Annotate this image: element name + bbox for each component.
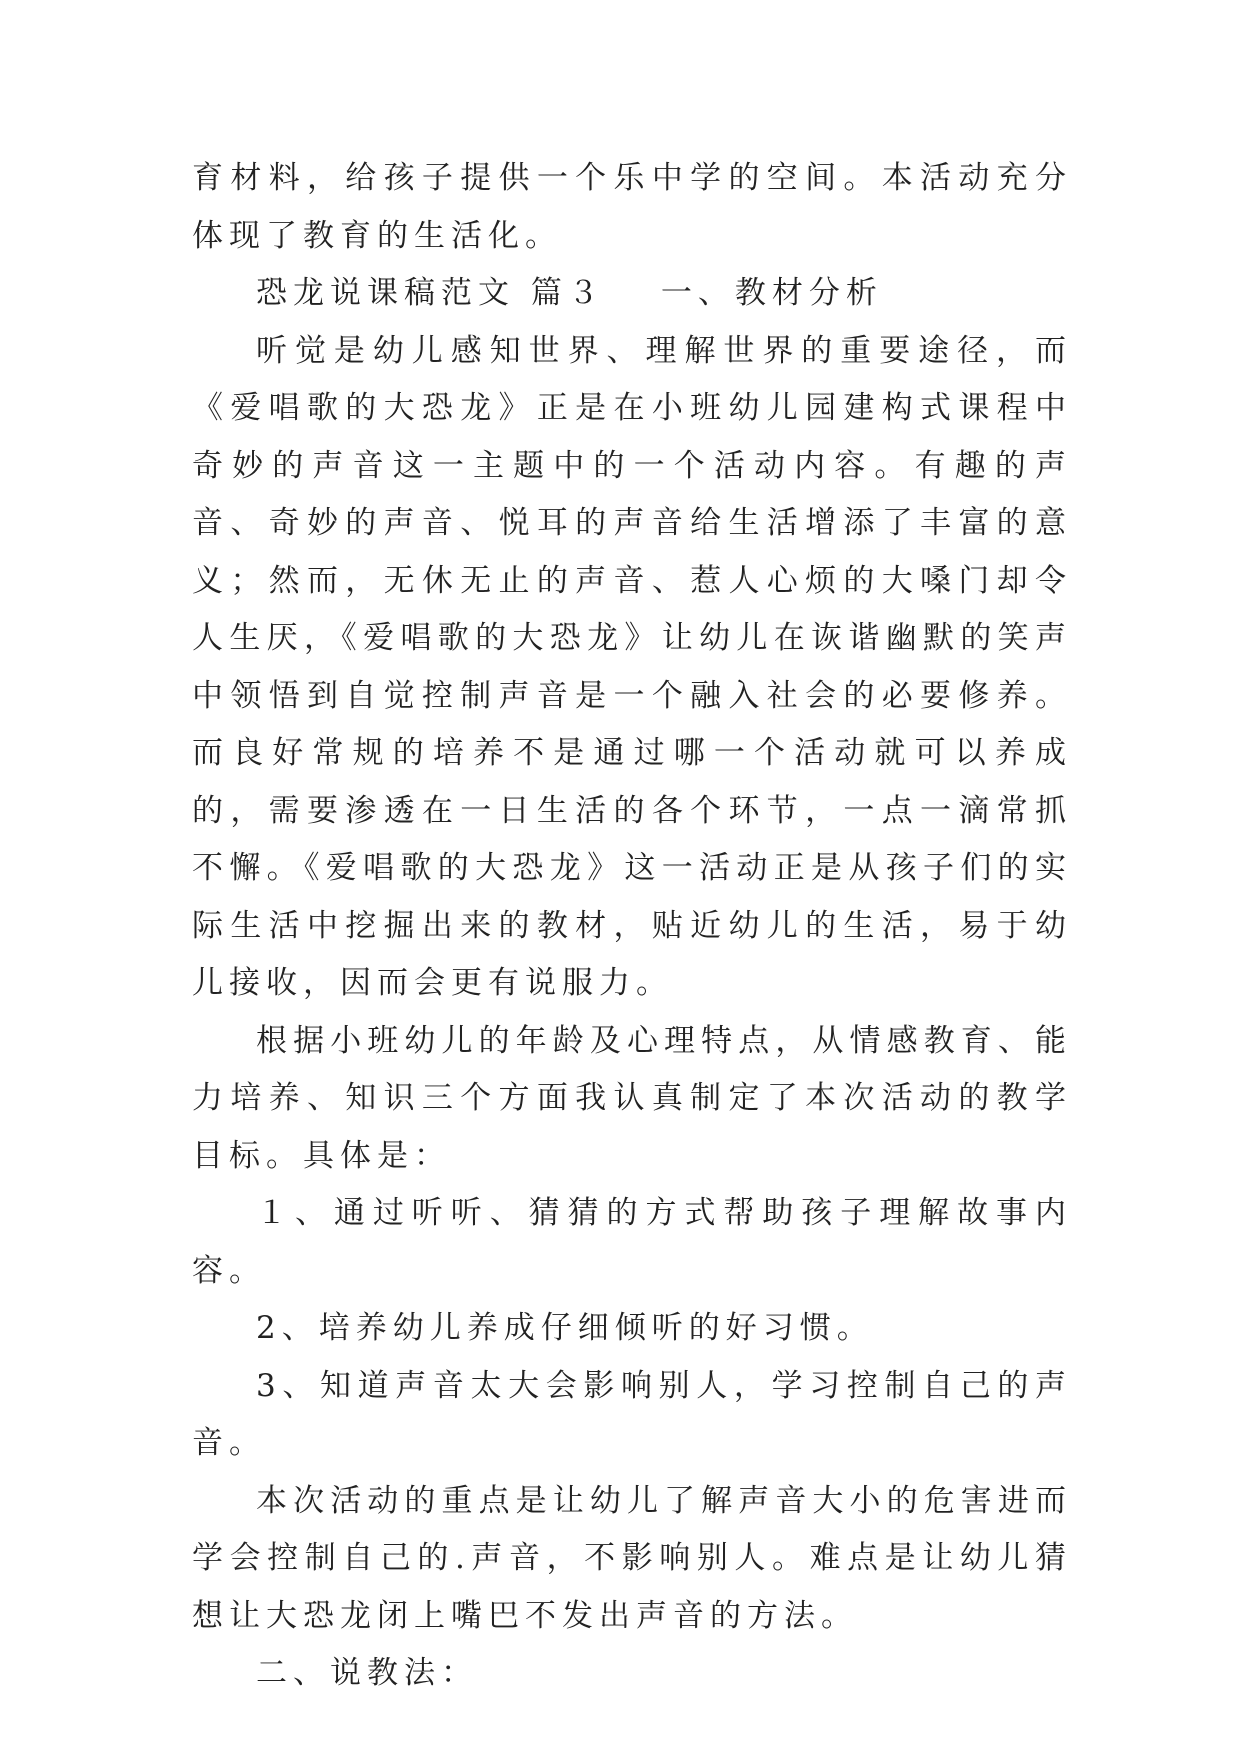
article-heading bbox=[192, 265, 1072, 323]
list-item-goal-1: １、通过听听、猜猜的方式帮助孩子理解故事内容。 bbox=[192, 1195, 1072, 1289]
section-heading-teaching-method: 二、说教法： bbox=[256, 1655, 478, 1691]
document-body bbox=[192, 150, 1072, 1703]
article-number: 篇３ bbox=[530, 275, 605, 311]
paragraph-material-analysis: 听觉是幼儿感知世界、理解世界的重要途径，而《爱唱歌的大恐龙》正是在小班幼儿园建构式课程中奇妙的声音这一主题中的一个活动内容。有趣的声音、奇妙的声音、悦耳的声音给生活增添了丰富的意义；然而，无休无止的声音、惹人心烦的大嗓门却令人生厌，《爱唱歌的大恐龙》让幼儿在诙谐幽默的笑声中领悟到自觉控制声音是一个融入社会的必要修养。而良好常规的培养不是通过哪一个活动就可以养成的，需要渗透在一日生活的各个环节，一点一滴常抓不懈。《爱唱歌的大恐龙》这一活动正是从孩子们的实际生活中挖掘出来的教材，贴近幼儿的生活，易于幼儿接收，因而会更有说服力。 bbox=[192, 332, 1072, 1001]
list-item-goal-3: 3、知道声音太大会影响别人，学习控制自己的声音。 bbox=[192, 1367, 1072, 1461]
list-item-goal-2: 2、培养幼儿养成仔细倾听的好习惯。 bbox=[256, 1310, 874, 1346]
paragraph-goals-intro: 根据小班幼儿的年龄及心理特点，从情感教育、能力培养、知识三个方面我认真制定了本次活动的教学目标。具体是： bbox=[192, 1022, 1072, 1174]
paragraph-continuation: 育材料，给孩子提供一个乐中学的空间。本活动充分体现了教育的生活化。 bbox=[192, 160, 1072, 254]
article-title: 恐龙说课稿范文 bbox=[256, 275, 515, 311]
section-heading: 一、教材分析 bbox=[660, 275, 883, 311]
paragraph-key-points: 本次活动的重点是让幼儿了解声音大小的危害进而学会控制自己的.声音，不影响别人。难点是让幼儿猜想让大恐龙闭上嘴巴不发出声音的方法。 bbox=[192, 1482, 1072, 1634]
